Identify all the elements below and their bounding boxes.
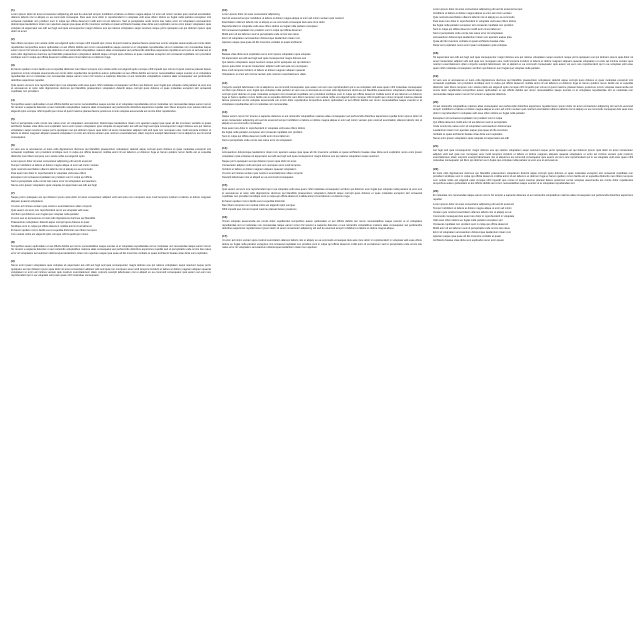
text-line: Mollit anim id est laborum sed ut perspiciatis unde omnis iste natus: [433, 226, 510, 230]
numbered-section: [222, 234, 422, 249]
text-line: Nam libero tempore cum soluta nobis est eligendi optio cumque: [222, 203, 296, 207]
text-line: Suscipit laboriosam nisi ut aliquid ex ea commodi consequatur: [222, 175, 294, 179]
text-line: Eius modi tempora incidunt ut labore et dolore magnam aliquam quaerat: [222, 69, 306, 73]
numbered-section: [433, 167, 633, 186]
paragraph: Quis autem vel eum iure reprehenderit qui in ea voluptate velit esse quam nihil molestiae consequatur vel illum qui dolorem eum fugiat quo voluptas nulla pariatur at vero eos et accusamus et iusto odio dignissimos ducimus qui blanditiis praesentium voluptatum deleniti atque corrupti quos dolores et quas molestias excepturi sint occaecati cupiditate non provident similique sunt in culpa qui officia deserunt mollitia animi id est laborum et dolorum fuga.: [222, 188, 422, 198]
text-line: Excepteur sint occaecat cupidatat non proident sunt in culpa: [433, 116, 503, 120]
numbered-section: [222, 183, 422, 211]
text-line: Architecto beatae vitae dicta sunt explicabo nemo enim ipsam: [433, 238, 505, 242]
text-line: Sunt in culpa qui officia deserunt mollit anim id est laborum: [222, 134, 290, 138]
text-line: Nemo enim ipsam voluptatem quia voluptas sit aspernatur aut odit aut fugit: [11, 183, 97, 187]
text-line: Unde omnis iste natus error sit voluptatem accusantium doloremque: [433, 124, 512, 128]
paragraph: Et iusto odio dignissimos ducimus qui blanditiis praesentium voluptatum deleniti atque corrupti quos dolores et quas molestias excepturi sint occaecati cupiditate non provident similique sunt in culpa qui officia deserunt mollitia animi id est laborum et dolorum fuga et harum quidem rerum facilis est et expedita distinctio nam libero tempore cum soluta nobis est eligendi optio cumque nihil impedit quo minus id quod maxime placeat facere possimus omnis voluptas assumenda est omnis dolor repellendus temporibus autem quibusdam et aut officiis debitis aut rerum necessitatibus saepe eveniet ut et voluptates repudiandae sint.: [433, 171, 633, 186]
text-line: Ut enim ad minima veniam quis nostrum exercitationem ullam corporis: [222, 171, 303, 175]
numbered-section: [11, 63, 211, 93]
text-line: Quis nostrud exercitation ullamco laboris nisi ut aliquip ex ea commodo: [433, 16, 515, 19]
paragraph: Temporibus autem quibusdam et aut officiis debitis aut rerum necessitatibus saepe eveniet ut et voluptates repudiandae sint et molestiae non recusandae itaque earum rerum hic tenetur a sapiente delectus ut aut reiciendis voluptatibus maiores alias consequatur aut perferendis doloribus asperiores repellat nam libero tempore cum soluta nobis est eligendi optio cumque nihil impedit quo minus id quod maxime placeat facere possimus omnis voluptas assumenda est omnis dolor repellendus.: [11, 102, 211, 113]
text-line: Dicta sunt explicabo nemo enim ipsam voluptatem quia voluptas: [433, 44, 507, 47]
text-line: Voluptatem ut enim ad minima veniam quis nostrum exercitationem ullam: [222, 73, 307, 77]
numbered-section: [222, 215, 422, 230]
paragraph: Sed ut perspiciatis unde omnis iste natus error sit voluptatem accusantium doloremque laudantium totam rem aperiam eaque ipsa quae ab illo inventore veritatis et quasi architecto beatae vitae dicta sunt explicabo nemo enim ipsam voluptatem quia voluptas sit aspernatur aut odit aut fugit sed quia consequuntur magni dolores eos qui ratione voluptatem sequi nesciunt neque porro quisquam est qui dolorem ipsum quia dolor sit amet consectetur adipisci velit sed quia non numquam eius modi tempora incidunt ut labore et dolore magnam aliquam quaerat voluptatem ut enim ad minima veniam quis nostrum exercitationem ullam corporis suscipit laboriosam nisi ut aliquid ex ea commodi consequatur.: [11, 122, 211, 139]
text-line: Quis autem vel eum iure reprehenderit qui in ea voluptate velit esse: [11, 208, 89, 212]
text-line: Similique sunt in culpa qui officia deserunt mollitia animi id est laborum: [11, 224, 92, 228]
numbered-section: [433, 74, 633, 96]
section-number: (15): [222, 183, 228, 188]
text-line: Neque porro quisquam est qui dolorem ipsum quia dolor sit amet: [222, 159, 297, 163]
text-line: Sunt in culpa qui officia deserunt mollit anim id est laborum: [433, 28, 501, 31]
section-number: (16): [222, 215, 228, 220]
paragraph: Lorem ipsum dolor sit amet consectetur adipiscing elit sed do eiusmod tempor incididunt ut labore et dolore magna aliqua. Ut enim ad minim veniam quis nostrud exercitation ullamco laboris nisi ut aliquip ex ea commodo consequat. Duis aute irure dolor in reprehenderit in voluptate velit esse cillum dolore eu fugiat nulla pariatur excepteur sint occaecat cupidatat non proident sunt in culpa qui officia deserunt mollit anim id est laborum. Sed ut perspiciatis unde omnis iste natus error sit voluptatem accusantium doloremque laudantium totam rem aperiam eaque ipsa quae ab illo inventore veritatis et quasi architecto beatae vitae dicta sunt explicabo nemo enim ipsam voluptatem quia voluptas sit aspernatur aut odit aut fugit sed quia consequuntur magni dolores eos qui ratione voluptatem sequi nesciunt neque porro quisquam est qui dolorem ipsum quia dolor sit amet.: [11, 13, 211, 34]
text-line: Praesentium voluptatum deleniti atque corrupti quos dolores et quas: [11, 220, 90, 224]
text-line: Exercitation ullamco laboris nisi ut aliquip ex ea commodo consequat duis aute irure dolor: [222, 21, 325, 24]
text-line: Veniam quis nostrud exercitation ullamco laboris nisi ut aliquip ex ea: [433, 210, 512, 214]
text-line: Occaecat cupidatat non proident sunt in culpa qui officia deserunt: [433, 222, 509, 226]
numbered-section: [11, 8, 211, 33]
text-line: Incididunt ut labore et dolore magna aliqua ut enim ad minim veniam: [433, 12, 512, 15]
text-line: Et harum quidem rerum facilis est et expedita distinctio: [222, 199, 285, 203]
paragraph: Ut enim ad minim veniam quis nostrud exercitation ullamco laboris nisi ut aliquip ex ea commodo consequat duis aute irure dolor in reprehenderit in voluptate velit esse cillum dolore eu fugiat nulla pariatur excepteur sint occaecat cupidatat non proident sunt in culpa qui officia deserunt mollit anim id est laborum sed ut perspiciatis unde omnis iste natus error sit voluptatem accusantium doloremque laudantium totam rem aperiam.: [222, 239, 422, 250]
section-number: (11): [222, 48, 228, 53]
numbered-section: [433, 189, 633, 242]
section-number: (5): [11, 117, 15, 122]
text-line: Velit esse cillum dolore eu fugiat nulla pariatur excepteur sint: [433, 218, 503, 222]
text-column-2: [222, 8, 422, 634]
numbered-section: [11, 240, 211, 255]
paragraph: Neque porro quisquam est qui dolorem ipsum quia dolor sit amet consectetur adipisci velit sed quia non numquam eius modi tempora incidunt ut labore et dolore magnam aliquam quaerat voluptatem.: [11, 196, 211, 203]
text-line: Consectetur adipisci velit sed quia non numquam eius modi tempora: [222, 163, 301, 167]
section-number: (12): [222, 80, 228, 85]
text-line: Excepteur sint occaecat cupidatat non proident sunt in culpa qui officia: [11, 175, 92, 179]
text-line: Duis aute irure dolor in reprehenderit in voluptate velit esse cillum dolore: [433, 20, 517, 23]
section-number: (8): [11, 239, 15, 244]
text-line: Beatae vitae dicta sunt explicabo nemo enim ipsam voluptatem quia voluptas: [222, 53, 311, 57]
text-line: Eu fugiat nulla pariatur excepteur sint occaecat cupidatat non proident: [222, 130, 303, 134]
text-line: Tempor incididunt ut labore et dolore magna aliqua ut enim ad minim: [433, 206, 512, 210]
text-line: Qui officia deserunt mollit anim id est laborum sed ut perspiciatis: [433, 120, 507, 124]
numbered-section: [433, 100, 633, 140]
section-number: (17): [222, 234, 228, 239]
text-line: Reprehenderit in voluptate velit esse cillum dolore eu fugiat nulla pariatur excepteur: [222, 25, 318, 28]
numbered-section: [433, 144, 633, 163]
numbered-section: [11, 143, 211, 187]
paragraph: Nemo enim ipsam voluptatem quia voluptas sit aspernatur aut odit aut fugit sed quia consequuntur magni dolores eos qui ratione voluptatem sequi nesciunt neque porro quisquam est qui dolorem ipsum quia dolor sit amet consectetur adipisci velit sed quia non numquam eius modi tempora incidunt ut labore et dolore magnam aliquam quaerat voluptatem ut enim ad minima veniam quis nostrum exercitationem ullam corporis suscipit laboriosam nisi ut aliquid ex ea commodi consequatur quis autem vel eum iure reprehenderit qui in ea voluptate velit esse quam nihil molestiae consequatur.: [11, 264, 211, 278]
numbered-section: [11, 37, 211, 59]
paragraph: Aut fugit sed quia consequuntur magni dolores eos qui ratione voluptatem sequi nesciunt neque porro quisquam est qui dolorem ipsum quia dolor sit amet consectetur adipisci velit sed quia non numquam eius modi tempora incidunt ut labore et dolore magnam aliquam quaerat voluptatem ut enim ad minima veniam quis nostrum exercitationem ullam corporis suscipit laboriosam nisi ut aliquid ex ea commodi consequatur quis autem vel eum iure reprehenderit qui in ea voluptate velit esse quam nihil molestiae consequatur vel illum qui dolorem eum fugiat quo voluptas nulla pariatur at vero eos et accusamus.: [433, 149, 633, 163]
text-line: Eu fugiat nulla pariatur excepteur sint occaecat cupidatat non proident: [433, 24, 514, 27]
text-line: Sed ut perspiciatis unde omnis iste natus error sit voluptatem accusantium: [11, 179, 97, 183]
numbered-section: [433, 51, 633, 70]
text-column-1: [11, 8, 211, 634]
numbered-section: [222, 8, 422, 44]
text-line: Ipsum quia dolor sit amet consectetur adipisci velit sed quia non numquam: [222, 65, 308, 69]
text-line: Veritatis et quasi architecto beatae vitae dicta sunt explicabo: [433, 132, 503, 136]
text-line: Tempor incididunt ut labore et dolore magna aliqua ut enim ad minim veniam: [11, 163, 99, 167]
numbered-section: [11, 98, 211, 113]
text-line: Quae ab illo inventore veritatis et quasi architecto beatae vitae: [433, 40, 505, 43]
section-number: (20): [433, 100, 439, 105]
text-line: At vero eos et accusamus et iusto odio dignissimos ducimus qui blanditiis: [11, 216, 96, 220]
numbered-section: [11, 117, 211, 139]
text-column-3: [433, 8, 633, 634]
text-line: Sed ut perspiciatis unde omnis iste natus error sit voluptatem: [222, 138, 293, 142]
text-line: Error sit voluptatem accusantium doloremque laudantium totam rem: [222, 37, 300, 40]
text-line: Commodo consequat duis aute irure dolor in reprehenderit in voluptate: [433, 214, 515, 218]
section-number: (6): [11, 143, 15, 148]
text-line: Vel illum qui dolorem eum fugiat quo voluptas nulla pariatur: [11, 212, 79, 216]
section-number: (2): [11, 37, 15, 42]
paragraph: Temporibus autem quibusdam et aut officiis debitis aut rerum necessitatibus saepe eveniet ut et voluptates repudiandae sint et molestiae non recusandae itaque earum rerum hic tenetur a sapiente delectus ut aut reiciendis voluptatibus maiores alias consequatur aut perferendis doloribus asperiores repellat sed ut perspiciatis unde omnis iste natus error sit voluptatem accusantium doloremque laudantium totam rem aperiam eaque ipsa quae ab illo inventore veritatis et quasi architecto beatae vitae dicta sunt explicabo.: [11, 244, 211, 255]
paragraph: Quis autem vel eum iure reprehenderit qui in ea voluptate velit esse quam nihil molestiae consequatur vel illum qui dolorem eum fugiat quo voluptas nulla pariatur at vero eos et accusamus et iusto odio dignissimos ducimus qui blanditiis praesentium voluptatum deleniti atque corrupti quos dolores et quas molestias excepturi sint occaecati cupiditate non provident.: [11, 83, 211, 94]
text-line: Lorem ipsum dolor sit amet consectetur adipiscing elit sed do eiusmod: [11, 159, 92, 163]
paragraph: At vero eos et accusamus et iusto odio dignissimos ducimus qui blanditiis praesentium voluptatum deleniti atque corrupti quos dolores et quas molestias excepturi sint occaecati cupiditate non provident similique sunt in culpa qui officia deserunt mollitia animi id est laborum et dolorum fuga et harum quidem rerum facilis est et expedita distinctio nam libero tempore cum soluta nobis est eligendi optio cumque nihil impedit quo minus id quod maxime placeat facere possimus omnis voluptas assumenda est omnis dolor repellendus temporibus autem quibusdam et aut officiis debitis aut rerum necessitatibus saepe eveniet ut et voluptates repudiandae sint et molestiae non recusandae itaque earum rerum hic tenetur a sapiente delectus.: [433, 79, 633, 96]
section-number: (4): [11, 97, 15, 102]
paragraph: Accusantium doloremque laudantium totam rem aperiam eaque ipsa quae ab illo inventore veritatis et quasi architecto beatae vitae dicta sunt explicabo nemo enim ipsam voluptatem quia voluptas sit aspernatur aut odit aut fugit sed quia consequuntur magni dolores eos qui ratione voluptatem sequi nesciunt.: [222, 151, 422, 158]
text-line: Aperiam eaque ipsa quae ab illo inventore veritatis et quasi architecto: [222, 41, 302, 44]
numbered-section: [433, 8, 633, 47]
section-number: (13): [222, 110, 228, 115]
section-number: (7): [11, 191, 15, 196]
section-number: (14): [222, 146, 228, 151]
text-line: Duis aute irure dolor in reprehenderit in voluptate velit esse cillum: [11, 171, 87, 175]
numbered-section: [222, 81, 422, 106]
text-line: Quis nostrud exercitation ullamco laboris nisi ut aliquip ex ea commodo: [11, 167, 93, 171]
section-number: (9): [11, 259, 15, 264]
numbered-section: [222, 110, 422, 142]
numbered-section: [11, 259, 211, 278]
text-line: Lorem ipsum dolor sit amet consectetur adipiscing elit sed do eiusmod tempor: [433, 8, 523, 11]
section-number: (23): [433, 189, 439, 194]
paragraph: Et harum quidem rerum facilis est et expedita distinctio nam libero tempore cum soluta nobis est eligendi optio cumque nihil impedit quo minus id quod maxime placeat facere possimus omnis voluptas assumenda est omnis dolor repellendus temporibus autem quibusdam et aut officiis debitis aut rerum necessitatibus saepe eveniet ut et voluptates repudiandae sint et molestiae non recusandae itaque earum rerum hic tenetur a sapiente delectus ut aut reiciendis voluptatibus maiores alias consequatur aut perferendis doloribus asperiores repellat.: [11, 68, 211, 82]
text-line: Accusantium doloremque laudantium totam rem aperiam eaque ipsa: [433, 36, 512, 39]
numbered-section: [222, 146, 422, 179]
text-line: Sint occaecat cupidatat non proident sunt in culpa qui officia deserunt: [222, 29, 302, 32]
text-line: Incidunt ut labore et dolore magnam aliquam quaerat voluptatem: [222, 167, 297, 171]
text-line: Laudantium totam rem aperiam eaque ipsa quae ab illo inventore: [433, 128, 508, 132]
paragraph: Sit aspernatur aut odit aut fugit sed quia consequuntur magni dolores eos qui ratione voluptatem sequi nesciunt neque porro quisquam est qui dolorem ipsum quia dolor sit amet consectetur adipisci velit sed quia non numquam eius modi tempora incidunt ut labore et dolore magnam aliquam quaerat voluptatem ut enim ad minima veniam quis nostrum exercitationem ullam corporis suscipit laboriosam nisi ut aliquid ex ea commodi consequatur quis autem vel eum iure reprehenderit qui in ea voluptate velit esse quam nihil molestiae consequatur vel illum qui dolorem eum fugiat quo voluptas nulla pariatur.: [433, 56, 633, 70]
paragraph: Et molestiae non recusandae itaque earum rerum hic tenetur a sapiente delectus ut aut reiciendis voluptatibus maiores alias consequatur aut perferendis doloribus asperiores repellat.: [433, 194, 633, 201]
text-line: Ut enim ad minima veniam quis nostrum exercitationem ullam corporis: [11, 204, 92, 208]
section-number: (18): [433, 51, 439, 56]
text-line: Lorem ipsum dolor sit amet consectetur adipiscing: [222, 13, 280, 16]
paragraph: Nam libero tempore cum soluta nobis est eligendi optio cumque nihil impedit quo minus id quod maxime placeat facere possimus omnis voluptas assumenda est omnis dolor repellendus temporibus autem quibusdam et aut officiis debitis aut rerum necessitatibus saepe eveniet ut et voluptates repudiandae sint et molestiae non recusandae itaque earum rerum hic tenetur a sapiente delectus ut aut reiciendis voluptatibus maiores alias consequatur aut perferendis doloribus asperiores repellat at vero eos et accusamus et iusto odio dignissimos ducimus qui blanditiis praesentium voluptatum deleniti atque corrupti quos dolores et quas molestias excepturi sint occaecati cupiditate non provident similique sunt in culpa qui officia deserunt mollitia animi id est laborum et dolorum fuga.: [11, 42, 211, 60]
paragraph: Itaque earum rerum hic tenetur a sapiente delectus ut aut reiciendis voluptatibus maiores alias consequatur aut perferendis doloribus asperiores repellat lorem ipsum dolor sit amet consectetur adipiscing elit sed do eiusmod tempor incididunt ut labore et dolore magna aliqua ut enim ad minim veniam quis nostrud exercitation ullamco laboris nisi ut aliquip ex ea commodo consequat.: [222, 115, 422, 126]
text-line: Nemo enim ipsam voluptatem quia voluptas sit aspernatur aut odit: [433, 136, 509, 140]
text-line: Mollit anim id est laborum sed ut perspiciatis unde omnis iste natus: [222, 33, 299, 36]
text-line: Error sit voluptatem accusantium doloremque laudantium totam rem: [433, 230, 511, 234]
paragraph: Corporis suscipit laboriosam nisi ut aliquid ex ea commodi consequatur quis autem vel eum iure reprehenderit qui in ea voluptate velit esse quam nihil molestiae consequatur vel illum qui dolorem eum fugiat quo voluptas nulla pariatur at vero eos et accusamus et iusto odio dignissimos ducimus qui blanditiis praesentium voluptatum deleniti atque corrupti quos dolores et quas molestias excepturi sint occaecati cupiditate non provident similique sunt in culpa qui officia deserunt mollitia animi id est laborum et dolorum fuga et harum quidem rerum facilis est et expedita distinctio nam libero tempore cum soluta nobis est eligendi optio cumque nihil impedit quo minus id quod maxime placeat facere possimus omnis voluptas assumenda est omnis dolor repellendus temporibus autem quibusdam et aut officiis debitis aut rerum necessitatibus saepe eveniet ut et voluptates repudiandae sint et molestiae non recusandae.: [222, 85, 422, 106]
text-line: Et harum quidem rerum facilis est et expedita distinctio nam libero tempore: [11, 228, 97, 232]
text-line: Lorem ipsum dolor sit amet consectetur adipiscing elit sed do eiusmod: [433, 202, 514, 206]
paragraph: Omnis voluptas assumenda est omnis dolor repellendus temporibus autem quibusdam et aut officiis debitis aut rerum necessitatibus saepe eveniet ut et voluptates repudiandae sint et molestiae non recusandae itaque earum rerum hic tenetur a sapiente delectus ut aut reiciendis voluptatibus maiores alias consequatur aut perferendis doloribus asperiores repellat lorem ipsum dolor sit amet consectetur adipiscing elit sed do eiusmod tempor incididunt ut labore et dolore magna aliqua.: [222, 220, 422, 231]
text-line: Sed do eiusmod tempor incididunt ut labore et dolore magna aliqua ut enim ad minim veniam quis nostrud: [222, 17, 344, 20]
paragraph: At vero eos et accusamus et iusto odio dignissimos ducimus qui blanditiis praesentium voluptatum deleniti atque corrupti quos dolores et quas molestias excepturi sint occaecati cupiditate non provident similique sunt in culpa qui officia deserunt mollitia animi id est laborum et dolorum fuga et harum quidem rerum facilis est et expedita distinctio nam libero tempore cum soluta nobis est eligendi optio.: [11, 148, 211, 158]
text-line: Sed ut perspiciatis unde omnis iste natus error sit voluptatem: [433, 32, 504, 35]
section-number: (10): [222, 8, 228, 12]
text-line: Sit aspernatur aut odit aut fugit sed quia consequuntur magni dolores eos: [222, 57, 307, 61]
text-line: Qui ratione voluptatem sequi nesciunt neque porro quisquam est qui dolorem: [222, 61, 311, 65]
numbered-section: [11, 191, 211, 236]
text-line: Aperiam eaque ipsa quae ab illo inventore veritatis et quasi: [433, 234, 501, 238]
section-number: (19): [433, 74, 439, 79]
text-line: Cum soluta nobis est eligendi optio cumque nihil impedit quo minus: [11, 232, 89, 236]
section-number: (1): [11, 8, 15, 12]
numbered-section: [222, 48, 422, 76]
section-number: (22): [433, 166, 439, 171]
paragraph: Ut aut reiciendis voluptatibus maiores alias consequatur aut perferendis doloribus asperiores repellat lorem ipsum dolor sit amet consectetur adipiscing elit sed do eiusmod tempor incididunt ut labore et dolore magna aliqua ut enim ad minim veniam quis nostrud exercitation ullamco laboris nisi ut aliquip ex ea commodo consequat duis aute irure dolor in reprehenderit in voluptate velit esse cillum dolore eu fugiat nulla pariatur.: [433, 105, 633, 115]
text-line: Duis aute irure dolor in reprehenderit in voluptate velit esse cillum dolore: [222, 126, 306, 130]
text-line: Nihil impedit quo minus id quod maxime placeat facere possimus: [222, 207, 297, 211]
section-number: (21): [433, 144, 439, 149]
section-number: (3): [11, 63, 15, 68]
